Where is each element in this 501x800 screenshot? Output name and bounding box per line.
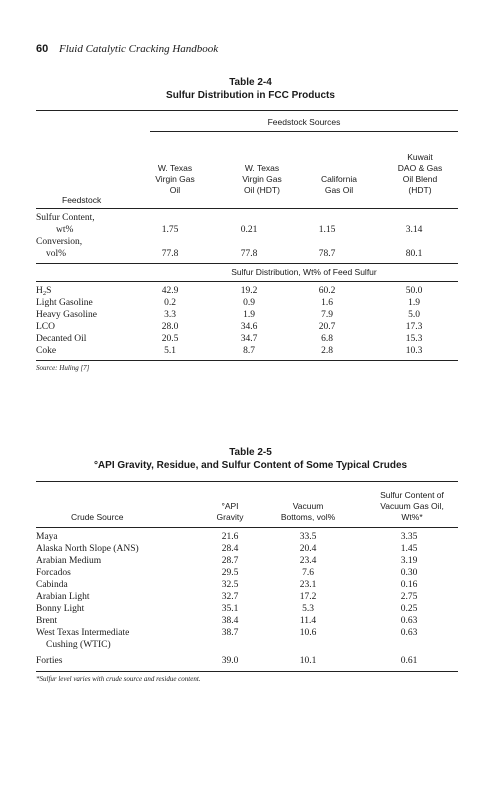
table2-cell: 0.30 (400, 568, 418, 578)
table2-sulfur-header-l3: Wt%* (401, 512, 423, 522)
table1-middle-heading: Sulfur Distribution, Wt% of Feed Sulfur (231, 267, 377, 277)
table2-bottom-rule (36, 671, 458, 672)
table1-cell: 77.8 (161, 249, 179, 259)
table2-row-name: Maya (36, 532, 58, 542)
table1-col4-l1: Kuwait (407, 152, 433, 162)
table2-cell: 23.1 (299, 580, 317, 590)
table1-col4-l4: (HDT) (408, 185, 432, 195)
table2-cell: 28.7 (221, 556, 239, 566)
table2-footnote: *Sulfur level varies with crude source and residue content. (36, 675, 201, 683)
table2-cell: 33.5 (299, 532, 317, 542)
table2-title: °API Gravity, Residue, and Sulfur Content of Some Typical Crudes (93, 460, 408, 471)
table2-sulfur-header-l2: Vacuum Gas Oil, (380, 501, 444, 511)
table2-cell: 38.4 (221, 616, 239, 626)
table2-top-rule (36, 481, 458, 482)
table1-cell: 20.5 (161, 334, 179, 344)
table2-cell: 0.16 (400, 580, 418, 590)
table1-cell: 34.7 (240, 334, 258, 344)
table2-sulfur-header-l1: Sulfur Content of (380, 490, 444, 500)
table1-label: Table 2-4 (229, 77, 272, 88)
running-head (36, 43, 218, 55)
table2-api-header-l2: Gravity (216, 512, 244, 522)
table2-cell: 2.75 (400, 592, 418, 602)
table1-cell: 8.7 (243, 346, 255, 356)
table1-spanner: Feedstock Sources (267, 117, 341, 127)
table1-col1-l2: Virgin Gas (155, 174, 195, 184)
table1-mid-rule-bottom (36, 281, 458, 282)
table2-cell: 39.0 (221, 656, 239, 666)
table1-row-conversion-label: Conversion, (36, 237, 83, 247)
table1-cell: 1.9 (243, 310, 255, 320)
table1-cell: 34.6 (240, 322, 258, 332)
table1-cell: 1.75 (161, 225, 179, 235)
table2-row-name: Forties (36, 656, 63, 666)
table1-col1-l1: W. Texas (157, 163, 193, 173)
table1-row-conversion-unit: vol% (46, 249, 67, 259)
table2-row-name: Bonny Light (36, 604, 85, 614)
table2-vacuum-header-l2: Bottoms, vol% (280, 512, 336, 522)
table2-label: Table 2-5 (229, 447, 272, 458)
table1-col2-l2: Virgin Gas (242, 174, 282, 184)
table1-title: Sulfur Distribution in FCC Products (166, 90, 335, 101)
running-title: Fluid Catalytic Cracking Handbook (59, 43, 219, 55)
table2-cell: 10.1 (299, 656, 317, 666)
table2-row-name: West Texas Intermediate (36, 628, 130, 638)
table2-cell: 20.4 (299, 544, 317, 554)
table2-cell: 29.5 (221, 568, 239, 578)
table1-cell: 77.8 (240, 249, 258, 259)
table1-cell: 50.0 (405, 286, 423, 296)
table1-col3-l2: Gas Oil (324, 185, 354, 195)
table2-cell: 11.4 (299, 616, 317, 626)
table2-row-name: Forcados (36, 568, 71, 578)
table2-vacuum-header-l1: Vacuum (292, 501, 324, 511)
table2-cell: 3.35 (400, 532, 418, 542)
table1-col1-l3: Oil (169, 185, 181, 195)
table2-row-name: Brent (36, 616, 58, 626)
table2-header-rule (36, 527, 458, 528)
table1-cell: 6.8 (321, 334, 333, 344)
table1-row-label: Coke (36, 346, 57, 356)
table2-api-header-l1: °API (221, 501, 239, 511)
table1-cell: 3.14 (405, 225, 423, 235)
table2-row-name: Alaska North Slope (ANS) (36, 544, 139, 554)
table2-row-name-cont: Cushing (WTIC) (46, 640, 111, 650)
table1-row-label: LCO (36, 322, 55, 332)
table1-cell: 0.9 (243, 298, 255, 308)
table2-cell: 23.4 (299, 556, 317, 566)
table2-cell: 10.6 (299, 628, 317, 638)
table1-col2-l1: W. Texas (244, 163, 280, 173)
table1-header-rule (36, 208, 458, 209)
table2-cell: 35.1 (221, 604, 239, 614)
table2-cell: 32.7 (221, 592, 239, 602)
table1-cell: 3.3 (164, 310, 176, 320)
page-number: 60 (36, 43, 49, 55)
table2-crude-header: Crude Source (71, 512, 124, 522)
table1-row-label: Heavy Gasoline (36, 310, 97, 320)
table1-col4-l2: DAO & Gas (397, 163, 443, 173)
table2-cell: 7.6 (302, 568, 314, 578)
table1-cell: 15.3 (405, 334, 423, 344)
table2-cell: 28.4 (221, 544, 239, 554)
table1-source: Source: Huling [7] (36, 364, 90, 372)
table2-row-name: Arabian Light (36, 592, 90, 602)
table2-cell: 0.63 (400, 628, 418, 638)
table1-mid-rule-top (36, 263, 458, 264)
table1-cell: 0.2 (164, 298, 176, 308)
table1-col4-l3: Oil Blend (402, 174, 438, 184)
table1-stub-header: Feedstock (62, 195, 102, 205)
table2-cell: 32.5 (221, 580, 239, 590)
table1-top-rule (36, 110, 458, 111)
table1-row-label: Light Gasoline (36, 298, 93, 308)
table1-row-label: $H_2S$ (36, 286, 52, 297)
table1-cell: 1.9 (408, 298, 420, 308)
table2-row-name: Arabian Medium (36, 556, 102, 566)
table1-bottom-rule (36, 360, 458, 361)
table2-cell: 0.61 (400, 656, 418, 666)
table2-cell: 0.63 (400, 616, 418, 626)
table1-cell: 42.9 (161, 286, 179, 296)
table1-cell: 5.0 (408, 310, 420, 320)
table2-cell: 3.19 (400, 556, 418, 566)
table1-cell: 2.8 (321, 346, 333, 356)
table1-row-sulfur-unit: wt% (56, 225, 74, 235)
table1-cell: 5.1 (164, 346, 176, 356)
table1-cell: 1.6 (321, 298, 333, 308)
table2-cell: 1.45 (400, 544, 418, 554)
table1-cell: 19.2 (240, 286, 258, 296)
table1-row-label: Decanted Oil (36, 334, 87, 344)
table2-row-name: Cabinda (36, 580, 68, 590)
table1-spanner-rule (150, 131, 458, 132)
table1-cell: 20.7 (318, 322, 336, 332)
table2-cell: 5.3 (302, 604, 314, 614)
table1-cell: 0.21 (240, 225, 258, 235)
table1-col2-l3: Oil (HDT) (244, 185, 280, 195)
table1-cell: 60.2 (318, 286, 336, 296)
table1-cell: 17.3 (405, 322, 423, 332)
table1-cell: 10.3 (405, 346, 423, 356)
table2-cell: 17.2 (299, 592, 317, 602)
table2-cell: 38.7 (221, 628, 239, 638)
table1-cell: 1.15 (318, 225, 336, 235)
table2-cell: 21.6 (221, 532, 239, 542)
table1-cell: 7.9 (321, 310, 333, 320)
table1-row-sulfur-label: Sulfur Content, (36, 213, 95, 223)
table1-cell: 78.7 (318, 249, 336, 259)
table1-cell: 28.0 (161, 322, 179, 332)
table1-col3-l1: California (321, 174, 357, 184)
table1-cell: 80.1 (405, 249, 423, 259)
table2-cell: 0.25 (400, 604, 418, 614)
